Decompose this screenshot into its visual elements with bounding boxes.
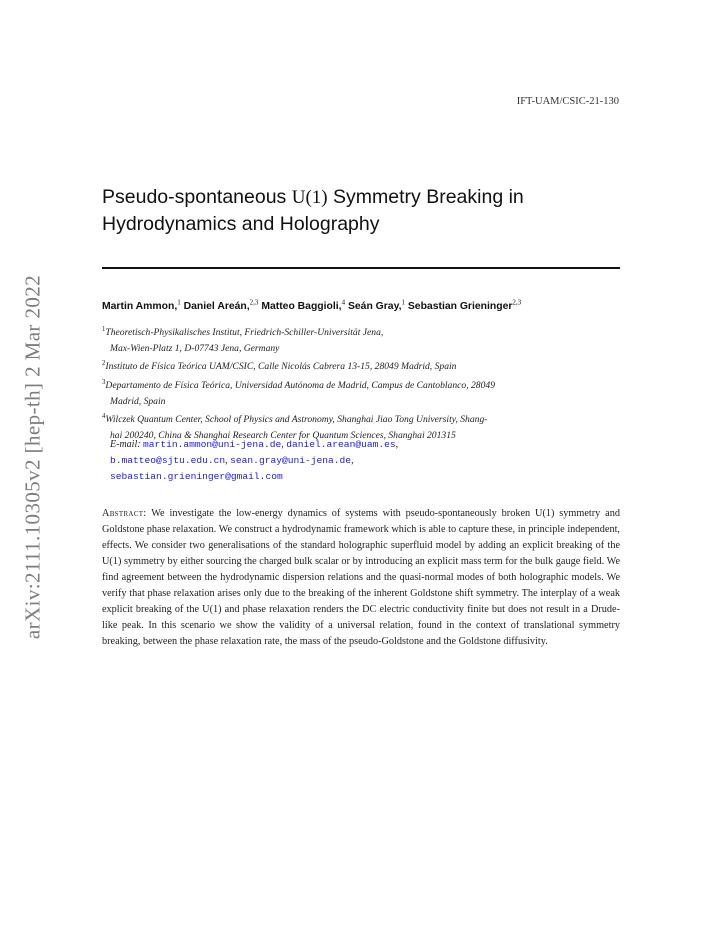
abstract-heading: Abstract: bbox=[102, 508, 147, 519]
affiliations bbox=[102, 322, 622, 443]
email-block: E-mail: martin.ammon@uni-jena.de, daniel.arean@uam.es, b.matteo@sjtu.edu.cn, sean.gray@uni-jena.de, sebastian.grieninger@gmail.com bbox=[110, 439, 399, 482]
title-line-1-pre: Pseudo-spontaneous bbox=[102, 186, 292, 208]
title-rule bbox=[102, 267, 620, 269]
abstract-text: We investigate the low-energy dynamics of systems with pseudo-spontaneously broken U(1) symmetry and Goldstone phase relaxation. We construct a hydrodynamic framework which is able to capture these, in principle independent, effects. We consider two generalisations of the standard holographic superfluid model by adding an explicit breaking of the U(1) symmetry by either sourcing the charged bulk scalar or by introducing an explicit mass term for the bulk gauge field. We find agreement between the hydrodynamic dispersion relations and the quasi-normal modes of both holographic models. We verify that phase relaxation arises only due to the breaking of the inherent Goldstone shift symmetry. The interplay of a weak explicit breaking of the U(1) and phase relaxation renders the DC electric conductivity finite but does not result in a Drude-like peak. In this scenario we show the validity of a universal relation, found in the context of translational symmetry breaking, between the phase relaxation rate, the mass of the pseudo-Goldstone and the Goldstone diffusivity. bbox=[102, 508, 620, 647]
email-label: E-mail: bbox=[110, 439, 141, 450]
email-link[interactable]: sean.gray@uni-jena.de bbox=[230, 455, 352, 466]
title-line-1-post: Symmetry Breaking in bbox=[327, 186, 524, 208]
author-list bbox=[102, 299, 632, 312]
email-link[interactable]: daniel.arean@uam.es bbox=[286, 439, 396, 450]
author: Seán Gray,$^1$ bbox=[347, 299, 405, 313]
author: Martin Ammon,$^1$ bbox=[102, 299, 181, 313]
title-line-2: Hydrodynamics and Holography bbox=[102, 213, 380, 235]
email-link[interactable]: martin.ammon@uni-jena.de bbox=[143, 439, 282, 450]
author: Sebastian Grieninger$^{2,3}$ bbox=[407, 299, 522, 313]
title-symbol: U(1) bbox=[291, 187, 328, 208]
author: Matteo Baggioli,$^4$ bbox=[261, 299, 346, 313]
email-link[interactable]: sebastian.grieninger@gmail.com bbox=[110, 471, 283, 482]
affiliation-item: $^4$Wilczek Quantum Center, School of Physics and Astronomy, Shanghai Jiao Tong University, Shang- hai 200240, China & Shanghai Research Center for Quantum Sciences, Shanghai 201315 bbox=[102, 413, 488, 441]
arxiv-side-stamp: arXiv:2111.10305v2 [hep-th] 2 Mar 2022 bbox=[20, 274, 45, 640]
paper-title bbox=[102, 184, 622, 238]
email-link[interactable]: b.matteo@sjtu.edu.cn bbox=[110, 455, 226, 466]
title-line-1 bbox=[102, 184, 622, 211]
report-number: IFT-UAM/CSIC-21-130 bbox=[516, 96, 619, 107]
affiliation-item: $^3$Departamento de Física Teórica, Universidad Autónoma de Madrid, Campus de Cantoblanco, 28049 Madrid, Spain bbox=[102, 378, 495, 407]
affiliation-item: $^1$Theoretisch-Physikalisches Institut, Friedrich-Schiller-Universität Jena, Max-Wien-Platz 1, D-07743 Jena, Germany bbox=[102, 326, 384, 354]
author: Daniel Areán,$^{2,3}$ bbox=[183, 299, 259, 313]
abstract bbox=[102, 506, 620, 650]
affiliation-item: $^2$Instituto de Física Teórica UAM/CSIC, Calle Nicolás Cabrera 13-15, 28049 Madrid, Spain bbox=[102, 360, 457, 373]
